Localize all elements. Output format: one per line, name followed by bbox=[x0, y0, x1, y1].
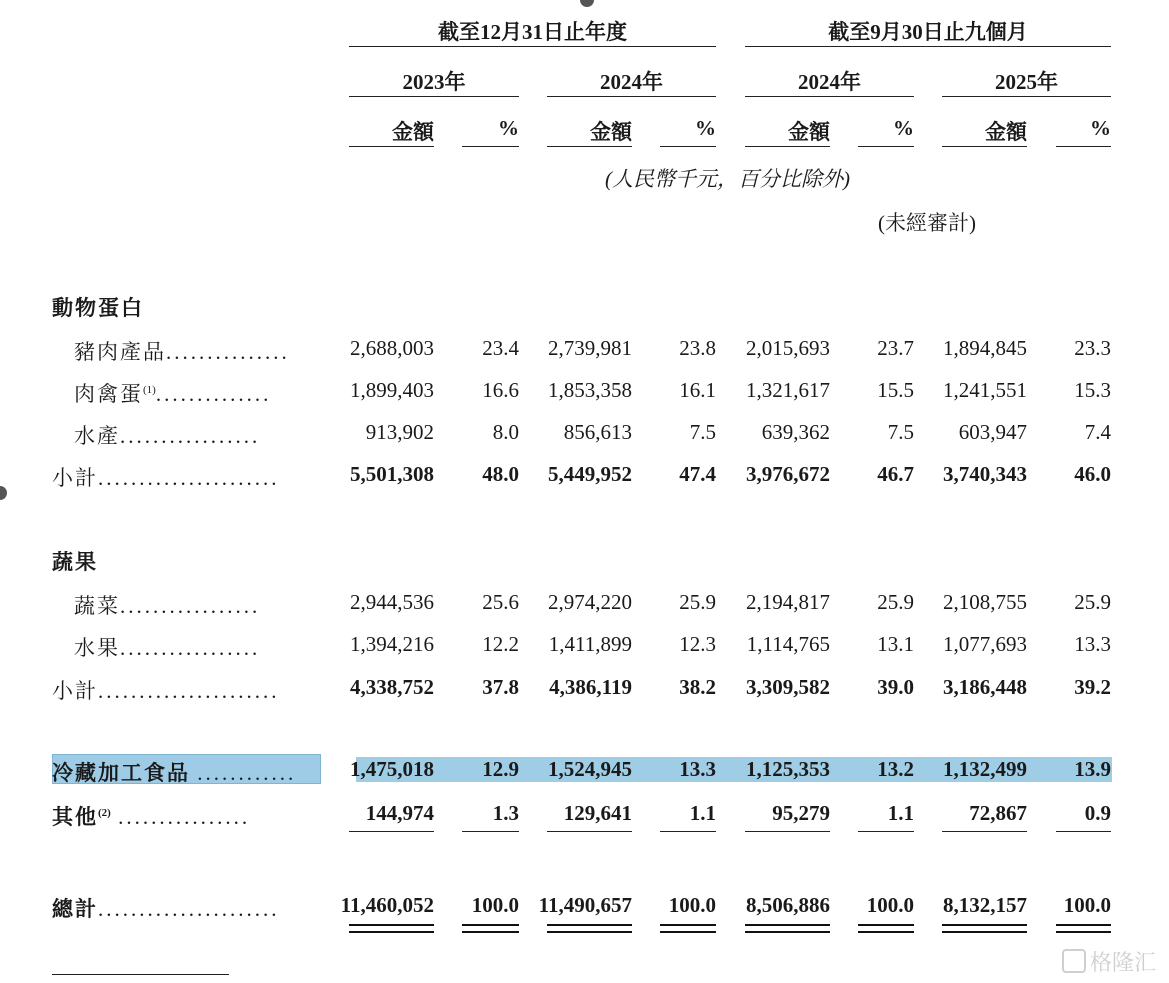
others-label: 其他$^{(2)}$ ................ bbox=[52, 805, 251, 829]
double-underline bbox=[462, 924, 519, 933]
cell-value: 2,015,693 bbox=[746, 336, 830, 360]
cell-value: 7.5 bbox=[689, 420, 716, 444]
cell-value: 913,902 bbox=[365, 420, 434, 444]
percent-header: % bbox=[893, 116, 914, 140]
total-value: 8,506,886 bbox=[746, 893, 830, 917]
cell-value: 1,114,765 bbox=[746, 632, 830, 656]
cell-value: 13.3 bbox=[1074, 632, 1111, 656]
cell-value: 2,688,003 bbox=[350, 336, 434, 360]
year-header: 2024年 bbox=[600, 70, 663, 94]
total-value: 100.0 bbox=[866, 893, 914, 917]
total-value: 100.0 bbox=[471, 893, 519, 917]
divider bbox=[745, 146, 830, 147]
amount-header: 金額 bbox=[590, 120, 632, 144]
divider bbox=[745, 46, 1111, 47]
double-underline bbox=[547, 924, 632, 933]
year-header: 2025年 bbox=[995, 70, 1058, 94]
cell-value: 1,394,216 bbox=[350, 632, 434, 656]
subtotal-value: 47.4 bbox=[679, 462, 716, 486]
cell-value: 7.4 bbox=[1084, 420, 1111, 444]
others-value: 1.1 bbox=[689, 801, 716, 825]
double-underline bbox=[1056, 924, 1111, 933]
chilled-food-label[interactable]: 冷藏加工食品 ............ bbox=[52, 761, 297, 785]
total-value: 11,490,657 bbox=[538, 893, 632, 917]
double-underline bbox=[660, 924, 716, 933]
subtotal-label: 小計...................... bbox=[52, 679, 280, 703]
divider bbox=[942, 831, 1027, 832]
cell-value: 25.9 bbox=[877, 590, 914, 614]
cell-value: 2,944,536 bbox=[350, 590, 434, 614]
cell-value: 639,362 bbox=[761, 420, 830, 444]
chilled-food-value[interactable]: 13.9 bbox=[1074, 757, 1111, 781]
amount-header: 金額 bbox=[392, 120, 434, 144]
subtotal-value: 39.0 bbox=[877, 675, 914, 699]
subtotal-value: 4,386,119 bbox=[549, 675, 632, 699]
footnote-rule bbox=[52, 974, 229, 975]
divider bbox=[858, 831, 914, 832]
subtotal-value: 48.0 bbox=[482, 462, 519, 486]
cell-value: 1,899,403 bbox=[350, 378, 434, 402]
cell-value: 23.7 bbox=[877, 336, 914, 360]
percent-header: % bbox=[498, 116, 519, 140]
divider bbox=[462, 831, 519, 832]
unaudited-note: (未經審計) bbox=[878, 211, 976, 235]
divider bbox=[547, 146, 632, 147]
total-value: 8,132,157 bbox=[943, 893, 1027, 917]
divider bbox=[1056, 831, 1111, 832]
total-value: 11,460,052 bbox=[340, 893, 434, 917]
cell-value: 16.1 bbox=[679, 378, 716, 402]
subtotal-value: 4,338,752 bbox=[350, 675, 434, 699]
cell-value: 23.3 bbox=[1074, 336, 1111, 360]
others-value: 144,974 bbox=[365, 801, 434, 825]
cell-value: 16.6 bbox=[482, 378, 519, 402]
others-value: 129,641 bbox=[563, 801, 632, 825]
subtotal-value: 3,976,672 bbox=[746, 462, 830, 486]
subtotal-value: 38.2 bbox=[679, 675, 716, 699]
others-value: 72,867 bbox=[969, 801, 1027, 825]
cell-value: 2,739,981 bbox=[548, 336, 632, 360]
cell-value: 25.6 bbox=[482, 590, 519, 614]
subtotal-value: 3,186,448 bbox=[943, 675, 1027, 699]
cell-value: 13.1 bbox=[877, 632, 914, 656]
double-underline bbox=[349, 924, 434, 933]
others-value: 1.3 bbox=[492, 801, 519, 825]
cell-value: 8.0 bbox=[492, 420, 519, 444]
cell-value: 12.3 bbox=[679, 632, 716, 656]
cell-value: 15.5 bbox=[877, 378, 914, 402]
subtotal-value: 37.8 bbox=[482, 675, 519, 699]
cell-value: 7.5 bbox=[887, 420, 914, 444]
subtotal-value: 3,309,582 bbox=[746, 675, 830, 699]
divider bbox=[660, 146, 716, 147]
row-label: 水產................. bbox=[74, 424, 261, 448]
subtotal-value: 5,501,308 bbox=[350, 462, 434, 486]
subtotal-value: 46.0 bbox=[1074, 462, 1111, 486]
subtotal-value: 46.7 bbox=[877, 462, 914, 486]
subtotal-label: 小計...................... bbox=[52, 466, 280, 490]
cell-value: 603,947 bbox=[958, 420, 1027, 444]
row-label: 水果................. bbox=[74, 636, 261, 660]
cell-value: 2,974,220 bbox=[548, 590, 632, 614]
cell-value: 23.4 bbox=[482, 336, 519, 360]
subtotal-value: 39.2 bbox=[1074, 675, 1111, 699]
double-underline bbox=[942, 924, 1027, 933]
section-title: 蔬果 bbox=[52, 550, 98, 574]
others-value: 1.1 bbox=[887, 801, 914, 825]
scan-artifact bbox=[580, 0, 594, 7]
divider bbox=[547, 96, 716, 97]
divider bbox=[349, 46, 716, 47]
divider bbox=[660, 831, 716, 832]
chilled-food-value[interactable]: 13.3 bbox=[679, 757, 716, 781]
cell-value: 25.9 bbox=[679, 590, 716, 614]
divider bbox=[942, 96, 1111, 97]
chilled-food-value[interactable]: 12.9 bbox=[482, 757, 519, 781]
divider bbox=[1056, 146, 1111, 147]
chilled-food-value[interactable]: 1,125,353 bbox=[746, 757, 830, 781]
divider bbox=[462, 146, 519, 147]
row-label: 豬肉產品............... bbox=[74, 340, 290, 364]
row-label: 蔬菜................. bbox=[74, 594, 261, 618]
cell-value: 1,894,845 bbox=[943, 336, 1027, 360]
year-header: 2023年 bbox=[402, 70, 466, 94]
total-label: 總計...................... bbox=[52, 897, 280, 921]
section-title: 動物蛋白 bbox=[52, 296, 144, 320]
cell-value: 25.9 bbox=[1074, 590, 1111, 614]
subtotal-value: 5,449,952 bbox=[548, 462, 632, 486]
cell-value: 1,411,899 bbox=[548, 632, 632, 656]
row-label: 肉禽蛋$^{(1)}$.............. bbox=[74, 382, 272, 406]
cell-value: 12.2 bbox=[482, 632, 519, 656]
cell-value: 2,108,755 bbox=[943, 590, 1027, 614]
subtotal-value: 3,740,343 bbox=[943, 462, 1027, 486]
divider bbox=[349, 96, 519, 97]
divider bbox=[349, 831, 434, 832]
total-value: 100.0 bbox=[1063, 893, 1111, 917]
divider bbox=[745, 96, 914, 97]
cell-value: 15.3 bbox=[1074, 378, 1111, 402]
percent-header: % bbox=[695, 116, 716, 140]
divider bbox=[942, 146, 1027, 147]
header-group-annual: 截至12月31日止年度 bbox=[438, 20, 627, 44]
amount-header: 金額 bbox=[985, 120, 1027, 144]
chilled-food-value[interactable]: 1,132,499 bbox=[943, 757, 1027, 781]
divider bbox=[349, 146, 434, 147]
year-header: 2024年 bbox=[798, 70, 861, 94]
cell-value: 1,077,693 bbox=[943, 632, 1027, 656]
others-value: 0.9 bbox=[1084, 801, 1111, 825]
divider bbox=[745, 831, 830, 832]
cell-value: 23.8 bbox=[679, 336, 716, 360]
cell-value: 1,241,551 bbox=[943, 378, 1027, 402]
cell-value: 1,853,358 bbox=[548, 378, 632, 402]
cell-value: 2,194,817 bbox=[746, 590, 830, 614]
chilled-food-value[interactable]: 1,475,018 bbox=[350, 757, 434, 781]
amount-header: 金額 bbox=[788, 120, 830, 144]
chilled-food-value[interactable]: 13.2 bbox=[877, 757, 914, 781]
chilled-food-value[interactable]: 1,524,945 bbox=[548, 757, 632, 781]
double-underline bbox=[745, 924, 830, 933]
watermark-logo-icon bbox=[1062, 949, 1086, 973]
unit-note: (人民幣千元，百分比除外) bbox=[605, 167, 850, 191]
others-value: 95,279 bbox=[772, 801, 830, 825]
watermark: 格隆汇 bbox=[1062, 946, 1156, 977]
total-value: 100.0 bbox=[668, 893, 716, 917]
percent-header: % bbox=[1090, 116, 1111, 140]
cell-value: 1,321,617 bbox=[746, 378, 830, 402]
cell-value: 856,613 bbox=[563, 420, 632, 444]
scan-artifact bbox=[0, 486, 7, 500]
double-underline bbox=[858, 924, 914, 933]
header-group-nine-months: 截至9月30日止九個月 bbox=[828, 20, 1028, 44]
divider bbox=[547, 831, 632, 832]
divider bbox=[858, 146, 914, 147]
